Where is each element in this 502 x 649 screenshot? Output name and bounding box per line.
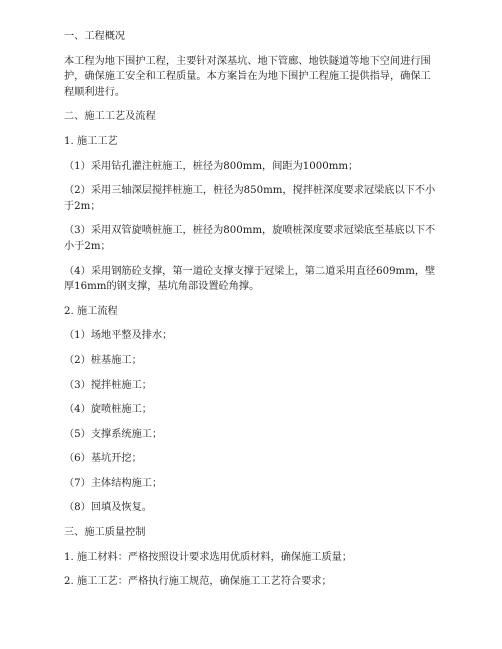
craft-item: （1）采用钻孔灌注桩施工，桩径为800mm，间距为1000mm； (64, 160, 359, 172)
flow-item: （2）桩基施工； (64, 354, 142, 366)
subheading-craft: 1. 施工工艺 (64, 135, 118, 147)
section-heading-process: 二、施工工艺及流程 (64, 111, 156, 123)
flow-item: （1）场地平整及排水； (64, 330, 173, 342)
craft-item: （2）采用三轴深层搅拌桩施工，桩径为850mm，搅拌桩深度要求冠梁底以下不小于2m； (64, 185, 436, 212)
subheading-flow: 2. 施工流程 (64, 305, 118, 317)
quality-item: 1. 施工材料：严格按照设计要求选用优质材料，确保施工质量； (64, 551, 353, 563)
craft-item: （3）采用双管旋喷桩施工，桩径为800mm，旋喷桩深度要求冠梁底至基底以下不小于2m； (64, 225, 436, 252)
section-heading-overview: 一、工程概况 (64, 31, 126, 42)
flow-item: （4）旋喷桩施工； (64, 404, 152, 416)
flow-item: （8）回填及恢复。 (64, 502, 152, 514)
flow-item: （7）主体结构施工； (64, 477, 163, 489)
quality-item: 2. 施工工艺：严格执行施工规范，确保施工工艺符合要求； (64, 576, 332, 588)
overview-paragraph: 本工程为地下围护工程，主要针对深基坑、地下管廊、地铁隧道等地下空间进行围护，确保施工安全和工程质量。本方案旨在为地下围护工程施工提供指导，确保工程顺利进行。 (64, 55, 431, 98)
section-heading-quality: 三、施工质量控制 (64, 527, 146, 539)
flow-item: （6）基坑开挖； (64, 453, 142, 465)
flow-item: （3）搅拌桩施工； (64, 379, 152, 391)
craft-item: （4）采用钢筋砼支撑，第一道砼支撑支撑于冠梁上，第二道采用直径609mm，壁厚16mm的钢支撑，基坑角部设置砼角撑。 (64, 265, 436, 293)
flow-item: （5）支撑系统施工； (64, 428, 163, 440)
